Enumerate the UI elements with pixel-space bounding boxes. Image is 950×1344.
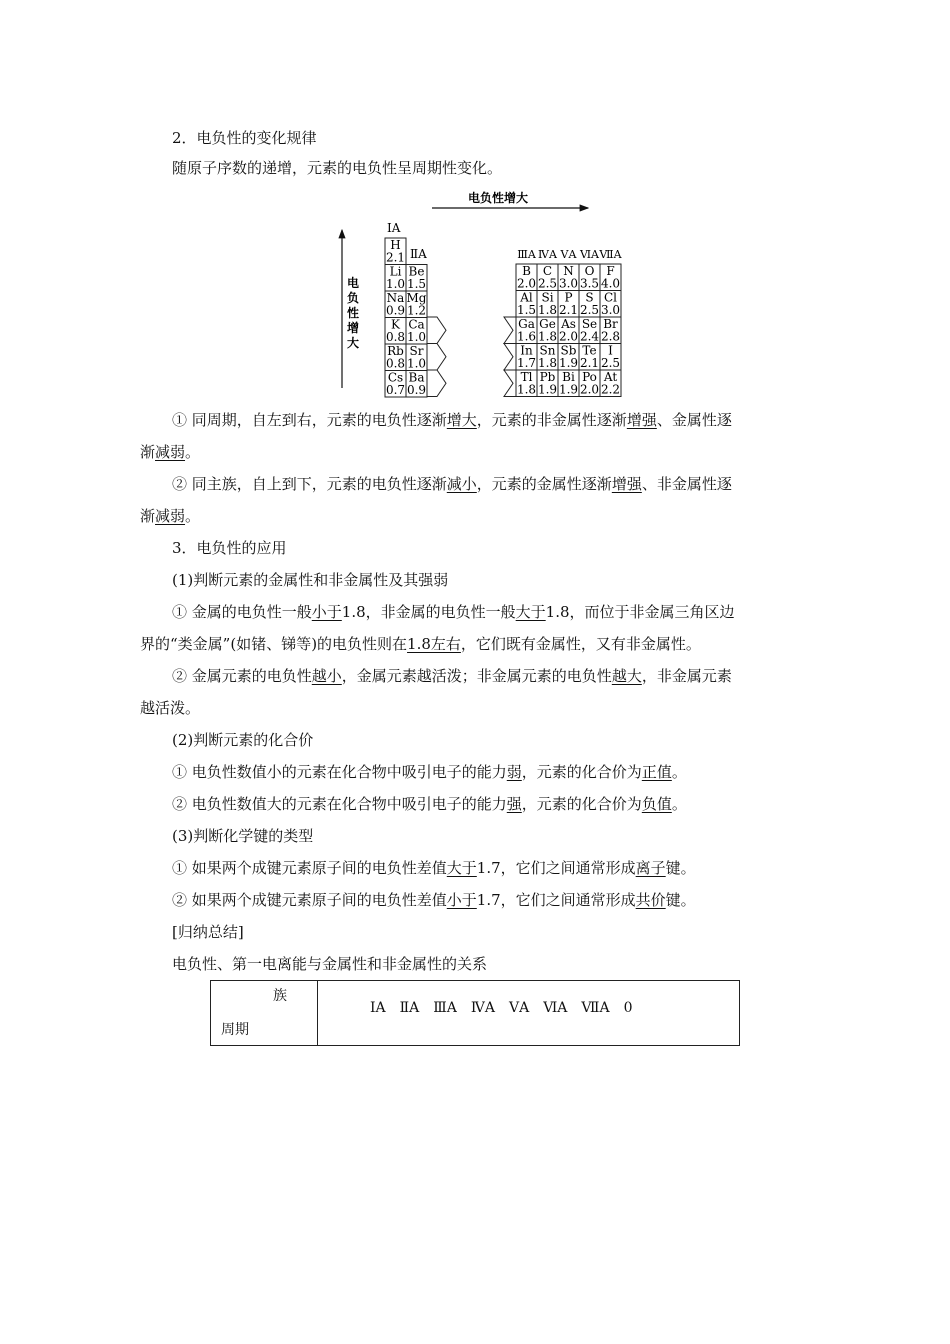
element-cell-value: 0.8 [385, 356, 406, 371]
element-cell-value: 1.6 [516, 329, 537, 344]
element-cell-value: 2.5 [537, 276, 558, 291]
element-cell-symbol: I [608, 343, 613, 358]
element-cell-value: 3.5 [579, 276, 600, 291]
element-cell-symbol: B [522, 264, 531, 278]
paragraph-same-period: ① 同周期，自左到右，元素的电负性逐渐增大，元素的非金属性逐渐增强、金属性逐 [172, 411, 732, 429]
element-cell-value: 2.5 [579, 303, 600, 317]
element-cell-symbol: P [564, 290, 573, 305]
element-cell-value: 2.0 [558, 329, 579, 344]
element-cell-symbol: Li [389, 264, 402, 279]
element-cell-value: 1.2 [406, 303, 427, 318]
summary-tag: [归纳总结] [172, 923, 244, 941]
side-arrow-label-char: 增 [346, 321, 360, 335]
gap-chevron-left [427, 344, 446, 371]
summary-title: 电负性、第一电离能与金属性和非金属性的关系 [172, 955, 488, 973]
element-cell-symbol: Na [386, 291, 405, 305]
subheading-1: (1)判断元素的金属性和非金属性及其强弱 [172, 571, 449, 589]
group-header-right: ⅢA [517, 248, 536, 261]
paragraph-valence-negative: ② 电负性数值大的元素在化合物中吸引电子的能力强，元素的化合价为负值。 [172, 795, 687, 813]
element-cell-value: 2.0 [579, 382, 600, 397]
element-cell-value: 2.0 [516, 276, 537, 291]
paragraph-activity: ② 金属元素的电负性越小，金属元素越活泼；非金属元素的电负性越大，非金属元素 [172, 667, 732, 685]
summary-table [210, 980, 740, 1046]
element-cell-value: 2.1 [385, 250, 406, 265]
element-cell-value: 1.5 [516, 303, 537, 317]
element-cell-value: 1.8 [537, 356, 558, 370]
group-header-ia: ⅠA [387, 221, 401, 235]
side-arrow-label-char: 大 [346, 336, 360, 350]
element-cell-symbol: Si [541, 290, 554, 305]
element-cell-symbol: Rb [387, 344, 404, 358]
group-header-iia: ⅡA [410, 247, 427, 261]
element-cell-value: 0.8 [385, 330, 406, 344]
gap-chevron-right [504, 317, 516, 344]
element-cell-value: 0.9 [385, 303, 406, 318]
element-cell-value: 0.9 [406, 383, 427, 397]
element-cell-symbol: C [542, 264, 553, 278]
element-cell-symbol: Ga [518, 317, 535, 331]
element-cell-value: 1.9 [537, 382, 558, 397]
group-header-right: ⅦA [599, 248, 622, 261]
section-heading-3: 3．电负性的应用 [172, 539, 287, 557]
element-cell-value: 1.7 [516, 356, 537, 370]
gap-chevron-left [427, 370, 446, 397]
side-arrow-label-char: 电 [346, 276, 360, 290]
element-cell-symbol: In [520, 343, 533, 358]
section-intro: 随原子序数的递增，元素的电负性呈周期性变化。 [172, 159, 503, 177]
gap-chevron-right [504, 344, 516, 371]
table-corner-period-label: 周期 [221, 1022, 249, 1038]
element-cell-value: 2.4 [579, 329, 600, 344]
element-cell-value: 1.8 [516, 382, 537, 397]
element-cell-symbol: Pb [539, 370, 556, 384]
element-cell-value: 2.2 [600, 382, 621, 397]
element-cell-symbol: H [390, 238, 401, 252]
element-cell-symbol: Cl [603, 290, 618, 305]
element-cell-symbol: At [603, 370, 618, 384]
group-header-right: ⅥA [579, 248, 600, 261]
element-cell-symbol: Te [582, 343, 597, 358]
element-cell-symbol: Ca [408, 317, 425, 332]
element-cell-symbol: Ba [408, 370, 425, 385]
element-cell-value: 1.0 [406, 356, 427, 371]
paragraph-activity-cont: 越活泼。 [140, 699, 201, 717]
element-cell-value: 2.1 [558, 303, 579, 317]
element-cell-value: 1.8 [537, 303, 558, 317]
element-cell-symbol: As [561, 317, 576, 331]
element-cell-symbol: Cs [387, 370, 404, 385]
element-cell-symbol: Ge [539, 317, 556, 331]
element-cell-symbol: Po [582, 370, 597, 384]
side-arrow-label [347, 275, 359, 350]
subheading-3: (3)判断化学键的类型 [172, 827, 314, 845]
element-cell-symbol: Br [603, 317, 618, 331]
element-cell-symbol: O [584, 264, 595, 278]
gap-chevron-left [427, 317, 446, 344]
paragraph-valence-positive: ① 电负性数值小的元素在化合物中吸引电子的能力弱，元素的化合价为正值。 [172, 763, 687, 781]
element-cell-value: 3.0 [600, 303, 621, 317]
element-cell-symbol: Se [581, 317, 598, 331]
element-cell-value: 3.0 [558, 276, 579, 291]
element-cell-symbol: Al [520, 290, 533, 305]
side-arrow-label-char: 负 [346, 291, 360, 305]
element-cell-value: 2.1 [579, 356, 600, 370]
electronegativity-periodic-figure [330, 186, 660, 400]
paragraph-metalloid: 界的“类金属”(如锗、锑等)的电负性则在1.8左右，它们既有金属性，又有非金属性。 [140, 635, 701, 653]
element-cell-symbol: Sb [560, 343, 577, 358]
section-heading-2: 2．电负性的变化规律 [172, 129, 317, 147]
element-cell-symbol: F [606, 264, 615, 278]
element-cell-value: 1.0 [406, 330, 427, 344]
element-cell-value: 1.9 [558, 382, 579, 397]
paragraph-metal-threshold: ① 金属的电负性一般小于1.8，非金属的电负性一般大于1.8，而位于非金属三角区边 [172, 603, 735, 621]
element-cell-value: 2.8 [600, 329, 621, 344]
gap-chevron-right [504, 370, 516, 397]
paragraph-ionic-bond: ① 如果两个成键元素原子间的电负性差值大于1.7，它们之间通常形成离子键。 [172, 859, 696, 877]
table-corner-group-label: 族 [273, 988, 287, 1004]
element-cell-symbol: Bi [562, 370, 575, 384]
paragraph-same-group: ② 同主族，自上到下，元素的电负性逐渐减小，元素的金属性逐渐增强、非金属性逐 [172, 475, 732, 493]
subheading-2: (2)判断元素的化合价 [172, 731, 314, 749]
element-cell-symbol: Tl [520, 370, 533, 384]
table-corner-cell [211, 981, 318, 1046]
element-cell-symbol: Sr [409, 344, 424, 358]
paragraph-same-period-cont: 渐减弱。 [140, 443, 201, 461]
element-cell-value: 0.7 [385, 383, 406, 397]
element-cell-symbol: Mg [406, 291, 427, 305]
element-cell-symbol: N [563, 264, 574, 278]
element-cell-value: 1.5 [406, 277, 427, 291]
element-cell-symbol: Be [408, 264, 425, 279]
element-cell-value: 1.9 [558, 356, 579, 370]
table-group-headers: ⅠA ⅡA ⅢA ⅣA ⅤA ⅥA ⅦA 0 [318, 981, 740, 1046]
element-cell-value: 4.0 [600, 276, 621, 291]
element-cell-symbol: Sn [539, 343, 556, 358]
group-header-right: ⅣA [538, 248, 557, 261]
top-arrow-label: 电负性增大 [467, 191, 529, 205]
paragraph-same-group-cont: 渐减弱。 [140, 507, 201, 525]
element-cell-symbol: K [391, 317, 400, 332]
group-header-right: ⅤA [560, 248, 577, 261]
element-cell-value: 1.8 [537, 329, 558, 344]
paragraph-covalent-bond: ② 如果两个成键元素原子间的电负性差值小于1.7，它们之间通常形成共价键。 [172, 891, 696, 909]
element-cell-value: 1.0 [385, 277, 406, 291]
side-arrow-label-char: 性 [346, 306, 360, 320]
element-cell-value: 2.5 [600, 356, 621, 370]
element-cell-symbol: S [585, 290, 594, 305]
